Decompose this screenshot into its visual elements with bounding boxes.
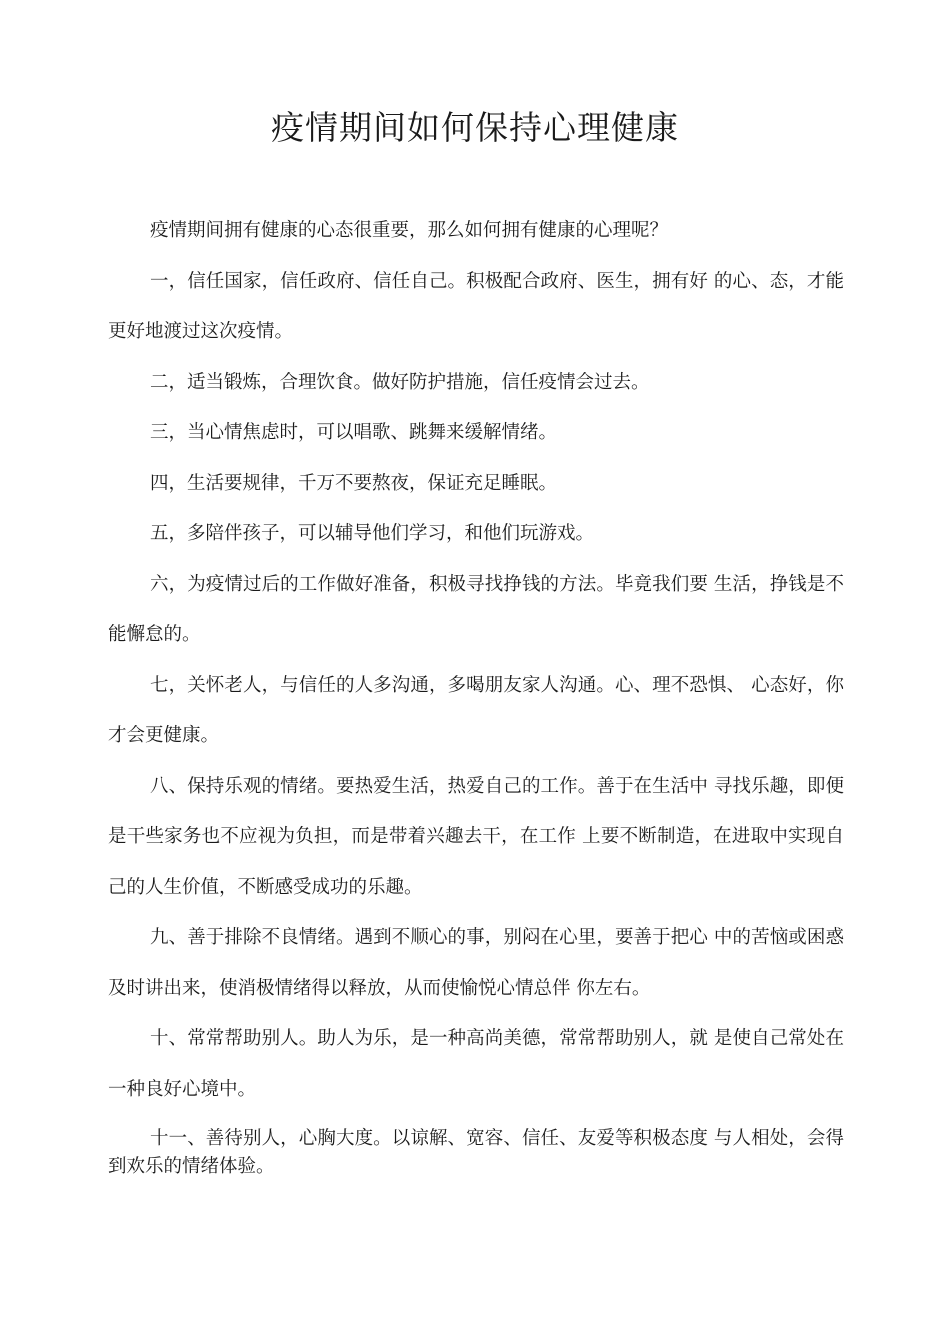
paragraph-9: 九、善于排除不良情绪。遇到不顺心的事，别闷在心里，要善于把心 中的苦恼或困惑及时讲出来，使消极情绪得以释放，从而使愉悦心情总伴 你左右。	[108, 927, 844, 999]
paragraph-1: 一，信任国家，信任政府、信任自己。积极配合政府、医生，拥有好 的心、态，才能更好地渡过这次疫情。	[108, 270, 844, 342]
paragraph-5: 五，多陪伴孩子，可以辅导他们学习，和他们玩游戏。	[150, 523, 595, 544]
paragraph-6: 六，为疫情过后的工作做好准备，积极寻找挣钱的方法。毕竟我们要 生活，挣钱是不能懈怠的。	[108, 573, 844, 645]
paragraph-4: 四，生活要规律，千万不要熬夜，保证充足睡眠。	[150, 472, 558, 494]
document-body	[108, 206, 844, 1181]
paragraph-2: 二，适当锻炼，合理饮食。做好防护措施，信任疫情会过去。	[150, 371, 650, 393]
paragraph-7: 七，关怀老人，与信任的人多沟通，多喝朋友家人沟通。心、理不恐惧、 心态好，你才会更健康。	[108, 674, 844, 746]
paragraph-8: 八、保持乐观的情绪。要热爱生活，热爱自己的工作。善于在生活中 寻找乐趣，即便是干些家务也不应视为负担，而是带着兴趣去干，在工作 上要不断制造，在进取中实现自己的人生价值，不断感受成功的乐趣。	[108, 775, 844, 898]
paragraph-10: 十、常常帮助别人。助人为乐，是一种高尚美德，常常帮助别人，就 是使自己常处在一种良好心境中。	[108, 1028, 844, 1100]
document-title: 疫情期间如何保持心理健康	[271, 108, 679, 147]
paragraph-11: 十一、善待别人，心胸大度。以谅解、宽容、信任、友爱等积极态度 与人相处，会得到欢乐的情绪体验。	[108, 1128, 844, 1177]
paragraph-intro: 疫情期间拥有健康的心态很重要，那么如何拥有健康的心理呢？	[150, 220, 669, 241]
paragraph-3: 三，当心情焦虑时，可以唱歌、跳舞来缓解情绪。	[150, 422, 558, 443]
